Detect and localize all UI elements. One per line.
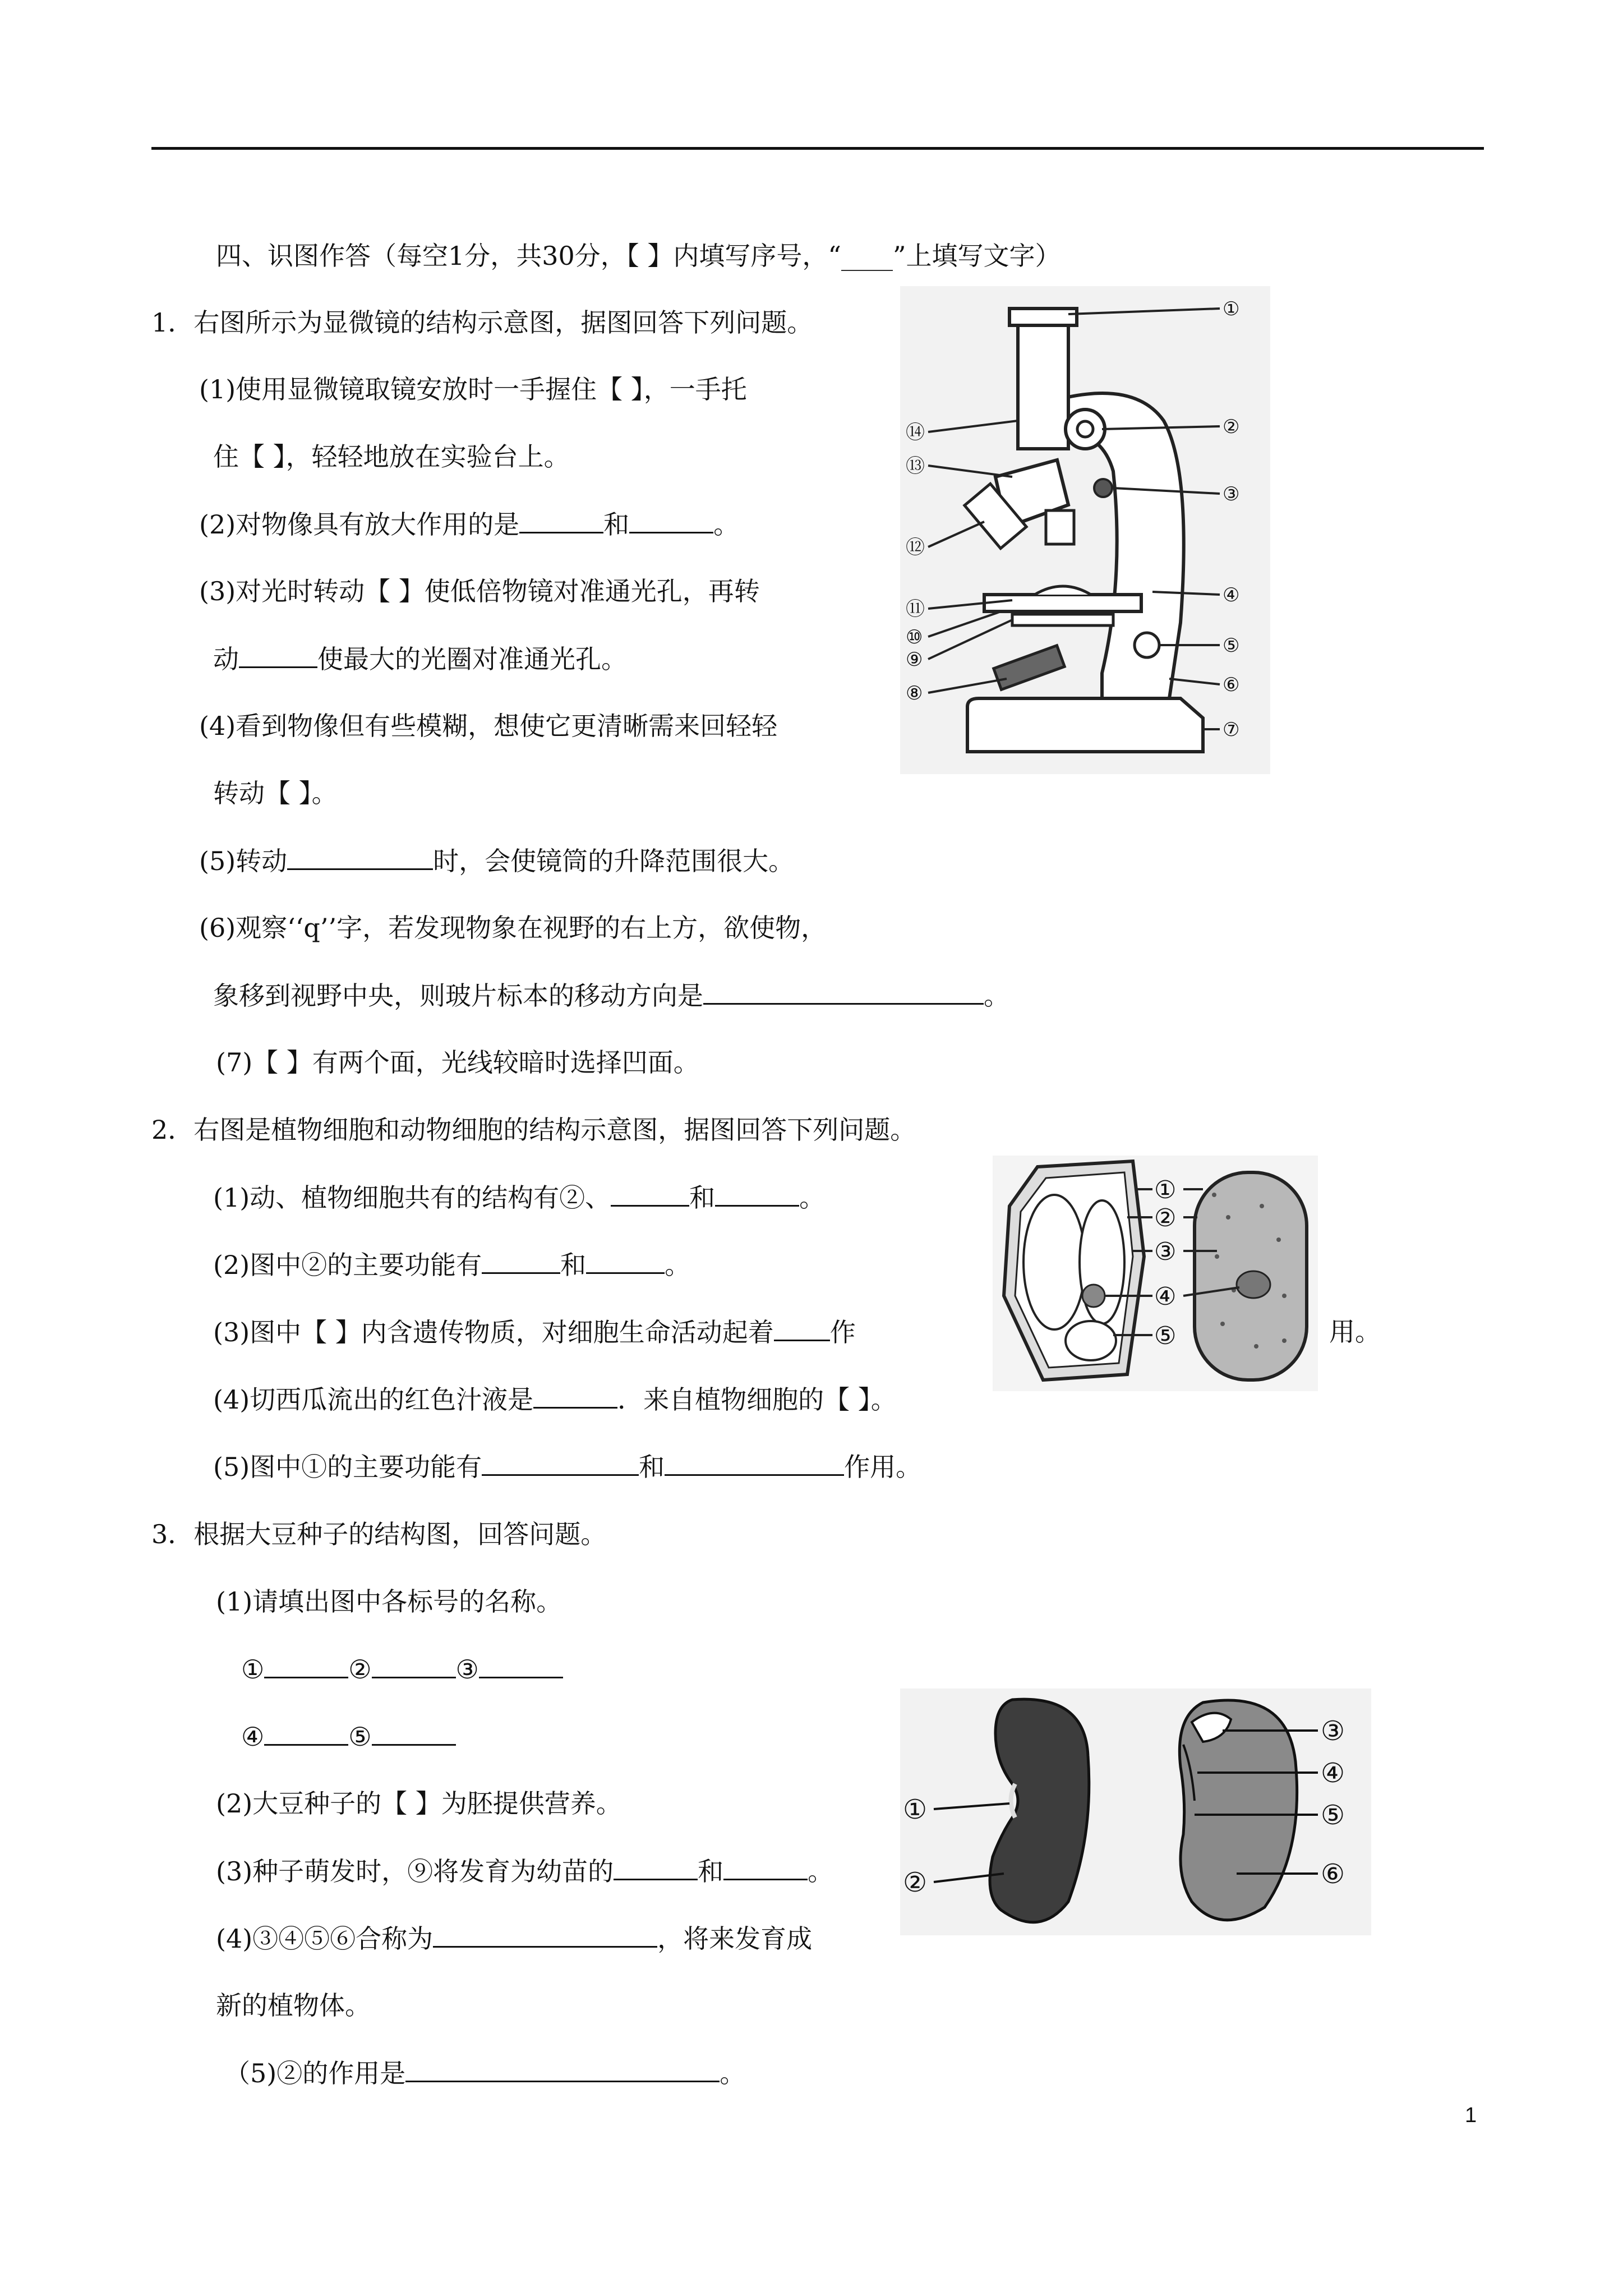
- objective-lens-2: [1046, 510, 1074, 544]
- q1-part2-mid: 和: [603, 509, 630, 540]
- q1-part2-pre: (2)对物像具有放大作用的是: [199, 509, 520, 540]
- microscope-label-12: ⑫: [906, 536, 925, 559]
- q2-part1: [213, 1180, 825, 1214]
- q1-part3-blank[interactable]: [239, 642, 317, 668]
- q2-part2-blank2[interactable]: [586, 1248, 665, 1274]
- q1-part2-post: 。: [713, 509, 740, 540]
- q1-part2-blank1[interactable]: [519, 507, 603, 533]
- q1-part6b: [213, 978, 1009, 1013]
- q2-stem: 2．右图是植物细胞和动物细胞的结构示意图，据图回答下列问题。: [151, 1115, 916, 1145]
- microscope-stage: [984, 595, 1141, 611]
- cell-label-5: ⑤: [1154, 1322, 1177, 1350]
- q1-part2: [199, 507, 739, 541]
- microscope-label-8: ⑧: [906, 682, 923, 705]
- q2-part2-mid: 和: [560, 1250, 587, 1280]
- microscope-label-6: ⑥: [1223, 674, 1240, 696]
- q2-part3-tail: 用。: [1329, 1317, 1381, 1347]
- coarse-knob-center: [1077, 421, 1093, 437]
- q1-part5-blank[interactable]: [287, 844, 433, 870]
- q1-part6a: (6)观察‘‘q’’字，若发现物象在视野的右上方，欲使物，: [199, 913, 827, 943]
- q2-part3-blank[interactable]: [774, 1315, 830, 1341]
- microscope-label-14: ⑭: [906, 421, 925, 444]
- seed-label-2: ②: [903, 1867, 928, 1898]
- q3-names-row2: [241, 1719, 456, 1754]
- microscope-label-10: ⑩: [906, 626, 923, 648]
- microscope-label-4: ④: [1223, 584, 1240, 606]
- plant-chloroplast: [1066, 1321, 1116, 1360]
- q2-part1-blank1[interactable]: [611, 1180, 689, 1207]
- q2-part5-post: 作用。: [844, 1452, 922, 1482]
- seed-label-3: ③: [1321, 1715, 1345, 1747]
- q2-part2: [213, 1248, 690, 1282]
- q2-part4-blank[interactable]: [533, 1382, 617, 1409]
- q3-part5-blank[interactable]: [405, 2056, 720, 2082]
- cell-label-1: ①: [1154, 1176, 1177, 1204]
- q3-n5-blank[interactable]: [372, 1719, 456, 1746]
- q1-part6b-pre: 象移到视野中央，则玻片标本的移动方向是: [213, 981, 703, 1011]
- q1-part6b-post: 。: [984, 981, 1009, 1011]
- q3-part4-post: ，将来发育成: [657, 1924, 813, 1954]
- seed-label-6: ⑥: [1321, 1858, 1345, 1890]
- q3-n4-blank[interactable]: [264, 1719, 348, 1746]
- q1-part3b-pre: 动: [213, 644, 239, 674]
- q2-part2-post: 。: [665, 1250, 691, 1280]
- q3-part4b: 新的植物体。: [216, 1990, 371, 2021]
- q3-stem: 3．根据大豆种子的结构图，回答问题。: [151, 1519, 607, 1549]
- pivot-knob: [1135, 633, 1159, 657]
- q3-part4-blank[interactable]: [433, 1921, 657, 1948]
- q3-part5: [224, 2056, 745, 2090]
- q1-part3b-post: 使最大的光圈对准通光孔。: [317, 644, 627, 674]
- q3-part3-mid: 和: [698, 1856, 724, 1887]
- q3-n1: ①: [241, 1654, 265, 1685]
- q1-part5-pre: (5)转动: [199, 846, 288, 876]
- q2-part4-pre: (4)切西瓜流出的红色汁液是: [213, 1384, 534, 1415]
- cell-label-group: [1154, 1176, 1176, 1350]
- q3-n2: ②: [348, 1654, 372, 1685]
- microscope-label-5: ⑤: [1223, 634, 1240, 657]
- seed-label-1: ①: [903, 1794, 928, 1825]
- q2-part2-blank1[interactable]: [482, 1248, 560, 1274]
- q2-part5-blank1[interactable]: [482, 1450, 639, 1476]
- q3-n4: ④: [241, 1722, 265, 1752]
- q2-part1-mid: 和: [689, 1182, 716, 1213]
- q2-part3-pre: (3)图中【 】内含遗传物质，对细胞生命活动起着: [213, 1317, 774, 1347]
- q2-part1-blank2[interactable]: [715, 1180, 799, 1207]
- page-number: 1: [1465, 2104, 1477, 2127]
- plant-nucleus: [1082, 1285, 1105, 1307]
- soybean-figure: [900, 1688, 1371, 1935]
- q3-part3-post: 。: [808, 1856, 834, 1887]
- q3-n5: ⑤: [348, 1722, 372, 1752]
- cell-label-3: ③: [1154, 1237, 1177, 1266]
- q3-part3-blank1[interactable]: [614, 1854, 698, 1880]
- microscope-label-9: ⑨: [906, 648, 923, 671]
- q3-names-row1: [241, 1652, 563, 1686]
- q1-part7: (7)【 】有两个面，光线较暗时选择凹面。: [216, 1047, 699, 1078]
- q3-n2-blank[interactable]: [372, 1652, 456, 1678]
- fine-knob: [1094, 479, 1112, 497]
- q1-part5-post: 时，会使镜筒的升降范围很大。: [433, 846, 795, 876]
- microscope-label-7: ⑦: [1223, 719, 1240, 741]
- microscope-label-13: ⑬: [906, 455, 925, 477]
- q2-part4: [213, 1382, 897, 1416]
- diaphragm: [1012, 614, 1113, 625]
- q2-part5: [213, 1450, 921, 1484]
- q2-part5-pre: (5)图中①的主要功能有: [213, 1452, 482, 1482]
- q1-part3b: [213, 642, 627, 676]
- cell-label-4: ④: [1154, 1282, 1177, 1311]
- q3-part3-blank2[interactable]: [723, 1854, 808, 1880]
- q2-part4-post: ．来自植物细胞的【 】。: [617, 1384, 897, 1415]
- header-rule: [151, 147, 1484, 150]
- microscope-label-11: ⑪: [906, 598, 925, 620]
- q3-part1: (1)请填出图中各标号的名称。: [216, 1586, 562, 1617]
- q3-part5-pre: （5)②的作用是: [224, 2058, 406, 2088]
- q2-part2-pre: (2)图中②的主要功能有: [213, 1250, 482, 1280]
- q3-n1-blank[interactable]: [264, 1652, 348, 1678]
- microscope-base: [967, 698, 1203, 752]
- q1-stem: 1．右图所示为显微镜的结构示意图，据图回答下列问题。: [151, 307, 813, 338]
- cell-label-2: ②: [1154, 1204, 1177, 1232]
- q3-part3-pre: (3)种子萌发时，⑨将发育为幼苗的: [216, 1856, 614, 1887]
- microscope-eyepiece: [1009, 309, 1077, 325]
- q1-part5: [199, 844, 794, 878]
- seed-label-5: ⑤: [1321, 1800, 1345, 1831]
- q2-part1-post: 。: [799, 1182, 826, 1213]
- q3-part4: [216, 1921, 812, 1955]
- microscope-figure: [900, 286, 1270, 774]
- q2-part1-pre: (1)动、植物细胞共有的结构有②、: [213, 1182, 611, 1213]
- q1-part1b: 住【 】，轻轻地放在实验台上。: [213, 441, 570, 472]
- q2-part3: [213, 1315, 856, 1349]
- q3-n3: ③: [455, 1654, 479, 1685]
- q2-part5-mid: 和: [639, 1452, 665, 1482]
- q3-part2: (2)大豆种子的【 】为胚提供营养。: [216, 1788, 622, 1819]
- q2-part3-post: 作: [829, 1317, 856, 1347]
- microscope-label-2: ②: [1223, 416, 1240, 438]
- q1-part6-blank[interactable]: [703, 978, 984, 1005]
- microscope-label-1: ①: [1223, 298, 1240, 320]
- q3-part5-post: 。: [720, 2058, 746, 2088]
- q1-part3a: (3)对光时转动【 】使低倍物镜对准通光孔，再转: [199, 576, 760, 606]
- q1-part4b: 转动【 】。: [213, 778, 338, 808]
- q3-n3-blank[interactable]: [479, 1652, 563, 1678]
- q1-part1a: (1)使用显微镜取镜安放时一手握住【 】，一手托: [199, 374, 747, 404]
- q3-part3: [216, 1854, 833, 1888]
- q3-part4-pre: (4)③④⑤⑥合称为: [216, 1924, 434, 1954]
- section-heading: 四、识图作答（每空1分，共30分，【 】内填写序号，“____”上填写文字）: [216, 241, 1061, 271]
- microscope-tube: [1018, 320, 1068, 449]
- seed-label-4: ④: [1321, 1757, 1345, 1789]
- animal-nucleus: [1237, 1271, 1270, 1298]
- q2-part5-blank2[interactable]: [665, 1450, 844, 1476]
- plant-vacuole-left: [1023, 1195, 1085, 1329]
- soybean-bg: [900, 1688, 1371, 1935]
- microscope-label-3: ③: [1223, 483, 1240, 505]
- q1-part2-blank2[interactable]: [629, 507, 713, 533]
- cells-figure: [993, 1156, 1318, 1391]
- q1-part4a: (4)看到物像但有些模糊，想使它更清晰需来回轻轻: [199, 711, 778, 741]
